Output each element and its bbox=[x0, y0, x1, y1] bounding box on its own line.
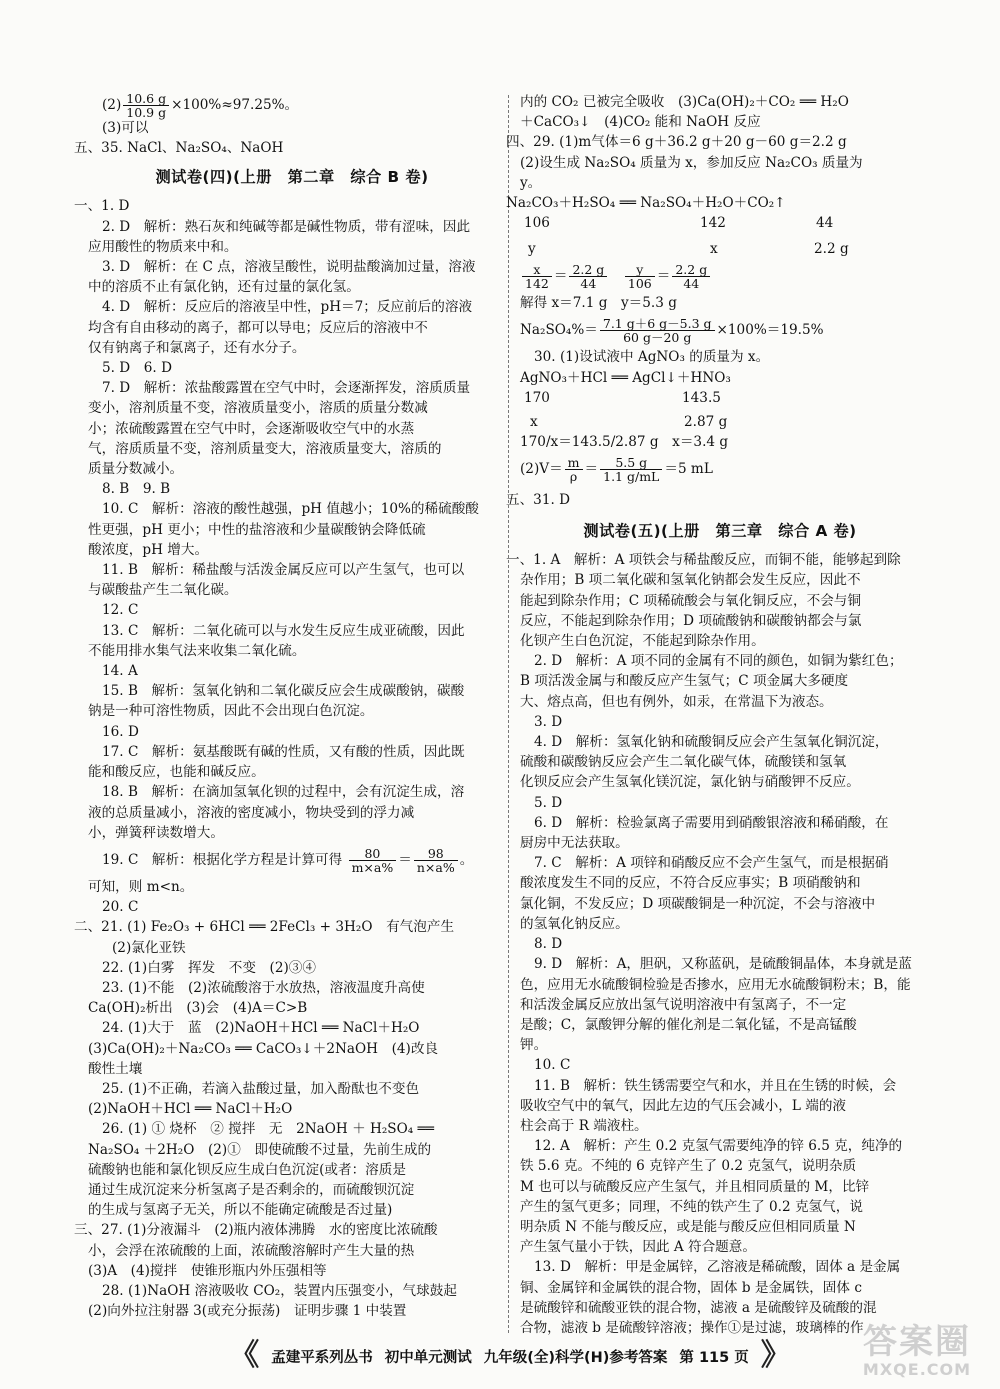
answer-line: 钠是一种可溶性物质，因此不会出现白色沉淀。 bbox=[88, 703, 374, 720]
answer-line: M 也可以与硫酸反应产生氢气，并且相同质量的 M，比锌 bbox=[520, 1178, 870, 1195]
answer-line: 12. C bbox=[102, 602, 139, 619]
answer-line: 17. C 解析：氨基酸既有碱的性质，又有酸的性质，因此既 bbox=[102, 743, 465, 760]
answer-line: 一、1. A 解析：A 项铁会与稀盐酸反应，而铜不能，能够起到除 bbox=[506, 552, 901, 569]
answer-line: 22. (1)白雾 挥发 不变 (2)③④ bbox=[102, 959, 316, 976]
answer-line: 四、29. (1)m气体＝6 g＋36.2 g＋20 g－60 g＝2.2 g bbox=[506, 134, 847, 151]
answer-line: 硫酸和碳酸钠反应会产生二氧化碳气体，硫酸镁和氢氧 bbox=[520, 754, 847, 771]
answer-line: 25. (1)不正确，若滴入盐酸过量，加入酚酞也不变色 bbox=[102, 1080, 420, 1097]
answer-line: 3. D bbox=[534, 713, 563, 730]
column-divider bbox=[508, 95, 509, 1333]
chem-equation: Na₂CO₃＋H₂SO₄ ══ Na₂SO₄＋H₂O＋CO₂↑ bbox=[506, 195, 786, 212]
answer-line: 10. C 解析：溶液的酸性越强，pH 值越小；10%的稀硫酸酸 bbox=[102, 501, 479, 518]
fraction: $\frac{2.2 g}{44}$ bbox=[672, 263, 710, 290]
solution-line: 解得 x＝7.1 g y＝5.3 g bbox=[520, 295, 677, 312]
answer-line: 不能用排水集气法来收集二氧化硫。 bbox=[88, 642, 306, 659]
fraction: $\frac{2.2 g}{44}$ bbox=[569, 263, 607, 290]
answer-line: y。 bbox=[520, 174, 542, 191]
chem-equation: AgNO₃＋HCl ══ AgCl↓＋HNO₃ bbox=[520, 369, 731, 386]
answer-line: 13. C 解析：二氧化硫可以与水发生反应生成亚硫酸，因此 bbox=[102, 622, 465, 639]
answer-line: 仅有钠离子和氯离子，还有水分子。 bbox=[88, 339, 306, 356]
answer-line: 9. D 解析：A，胆矾，又称蓝矾，是硫酸铜晶体，本身就是蓝 bbox=[534, 956, 912, 973]
answer-line: Na₂SO₄ ＋2H₂O (2)① 即使硫酸不过量，先前生成的 bbox=[88, 1141, 432, 1158]
answer-line: 应用酸性的物质来中和。 bbox=[88, 238, 238, 255]
answer-line: 均含有自由移动的离子，都可以导电；反应后的溶液中不 bbox=[88, 319, 428, 336]
answer-line: 能起到除杂作用；C 项稀硫酸会与氧化铜反应，不会与铜 bbox=[520, 592, 861, 609]
section-heading-test4: 测试卷(四)(上册 第二章 综合 B 卷) bbox=[155, 168, 429, 187]
answer-line: 色，应用无水硫酸铜检验是否掺水，应用无水硫酸铜粉末；B，能 bbox=[520, 976, 911, 993]
equation-masses: 106 142 44 bbox=[524, 215, 834, 232]
q35-answer: 五、35. NaCl、Na₂SO₄、NaOH bbox=[74, 140, 284, 157]
left-column bbox=[74, 91, 496, 1321]
answer-line: 变小，溶剂质量不变，溶液质量变小，溶质的质量分数减 bbox=[88, 400, 428, 417]
fraction: $\frac{y}{106}$ bbox=[625, 263, 655, 290]
answer-line: 13. D 解析：甲是金属锌，乙溶液是稀硫酸，固体 a 是金属 bbox=[534, 1259, 901, 1276]
section-heading-test5: 测试卷(五)(上册 第三章 综合 A 卷) bbox=[583, 522, 857, 541]
answer-line: 铁 5.6 克。不纯的 6 克锌产生了 0.2 克氢气，说明杂质 bbox=[520, 1158, 857, 1175]
answer-line: 20. C bbox=[102, 899, 139, 916]
chevron-left-icon: 《 bbox=[229, 1338, 260, 1373]
answer-line: 一、1. D bbox=[74, 198, 130, 215]
q34-part2: (2) $\frac{10.6 g}{10.9 g}$ ×100%≈97.25%。 bbox=[102, 91, 299, 120]
equation-masses: 170 143.5 bbox=[524, 389, 721, 406]
answer-line: 吸收空气中的氧气，因此左边的气压会减小，L 端的液 bbox=[520, 1097, 847, 1114]
answer-line: 30. (1)设试液中 AgNO₃ 的质量为 x。 bbox=[534, 349, 770, 366]
page-footer bbox=[220, 1339, 800, 1373]
answer-line: Ca(OH)₂析出 (3)会 (4)A＝C>B bbox=[88, 1000, 308, 1017]
answer-line: (2)NaOH＋HCl ══ NaCl＋H₂O bbox=[88, 1101, 293, 1118]
answer-line: 性更强，pH 更小；中性的盐溶液和少量碳酸钠会降低硫 bbox=[88, 521, 426, 538]
answer-line: 是酸；C，氯酸钾分解的催化剂是二氧化锰，不是高锰酸 bbox=[520, 1016, 857, 1033]
right-column bbox=[506, 92, 920, 1338]
answer-line: 厨房中无法获取。 bbox=[520, 835, 629, 852]
answer-line: 6. D 解析：检验氯离子需要用到硝酸银溶液和稀硝酸，在 bbox=[534, 814, 889, 831]
answer-line: ＋CaCO₃↓ (4)CO₂ 能和 NaOH 反应 bbox=[520, 114, 761, 131]
answer-line: 小，弹簧秤读数增大。 bbox=[88, 824, 224, 841]
answer-line: 11. B 解析：稀盐酸与活泼金属反应可以产生氢气，也可以 bbox=[102, 562, 465, 579]
answer-line: 五、31. D bbox=[506, 492, 571, 509]
fraction: $\frac{5.5 g}{1.1 g/mL}$ bbox=[600, 456, 662, 483]
answer-line: 三、27. (1)分液漏斗 (2)瓶内液体沸腾 水的密度比浓硫酸 bbox=[74, 1222, 438, 1239]
q19-line: 19. C 解析：根据化学方程是计算可得 $\frac{80}{m\times a\%}$ ＝ $\frac{98}{n\times a\%}$ 。 bbox=[102, 845, 474, 875]
answer-line: 可知，则 m<n。 bbox=[88, 878, 194, 895]
answer-list-test5 bbox=[506, 550, 920, 1338]
answer-line: 酸浓度，pH 增大。 bbox=[88, 541, 209, 558]
answer-line: 7. D 解析：浓盐酸露置在空气中时，会逐渐挥发，溶质质量 bbox=[102, 380, 471, 397]
answer-line: 是硫酸锌和硫酸亚铁的混合物，滤液 a 是硫酸锌及硫酸的混 bbox=[520, 1299, 877, 1316]
answer-line: 28. (1)NaOH 溶液吸收 CO₂，装置内压强变小，气球鼓起 bbox=[102, 1282, 457, 1299]
answer-line: 和活泼金属反应放出氢气说明溶液中有氢离子，不一定 bbox=[520, 996, 847, 1013]
answer-line: 通过生成沉淀来分析氢离子是否剩余的，而硫酸钡沉淀 bbox=[88, 1181, 415, 1198]
answer-line: 24. (1)大于 蓝 (2)NaOH＋HCl ══ NaCl＋H₂O bbox=[102, 1020, 420, 1037]
footer-book: 初中单元测试 bbox=[384, 1349, 472, 1366]
answer-line: 杂作用；B 项二氧化碳和氢氧化钠都会发生反应，因此不 bbox=[520, 572, 861, 589]
answer-line: 5. D bbox=[534, 794, 563, 811]
answer-line: 产生的氢气更多；同理，不纯的铁产生了 0.2 克氢气，说 bbox=[520, 1198, 863, 1215]
answer-line: 中的溶质不止有氯化钠，还有过量的氯化氢。 bbox=[88, 279, 360, 296]
answer-line: 氯化铜，不发反应；D 项碳酸铜是一种沉淀，不会与溶液中 bbox=[520, 895, 876, 912]
answer-line: 二、21. (1) Fe₂O₃ + 6HCl ══ 2FeCl₃ + 3H₂O 有气泡产生 bbox=[74, 919, 455, 936]
answer-line: 2. D 解析：熟石灰和纯碱等都是碱性物质，带有涩味，因此 bbox=[102, 218, 471, 235]
answer-line: 明杂质 N 不能与酸反应，或是能与酸反应但相同质量 N bbox=[520, 1218, 856, 1235]
answer-line: 反应，不能起到除杂作用；D 项硫酸钠和碳酸钠都会与氯 bbox=[520, 612, 862, 629]
fraction: $\frac{80}{m\times a\%}$ bbox=[349, 847, 397, 874]
footer-grade: 九年级(全)科学(H)参考答案 bbox=[483, 1349, 668, 1366]
fraction: $\frac{m}{\rho}$ bbox=[565, 456, 583, 483]
answer-line: 18. B 解析：在滴加氢氧化钡的过程中，会有沉淀生成，溶 bbox=[102, 784, 465, 801]
answer-line: 硫酸钠也能和氯化钡反应生成白色沉淀(或者：溶质是 bbox=[88, 1161, 406, 1178]
fraction: $\frac{7.1 g+6 g-5.3 g}{60 g-20 g}$ bbox=[600, 317, 715, 344]
chevron-right-icon: 》 bbox=[760, 1338, 791, 1373]
equation-variables: y x 2.2 g bbox=[528, 241, 849, 258]
answer-line: 15. B 解析：氢氧化钠和二氧化碳反应会生成碳酸钠，碳酸 bbox=[102, 683, 465, 700]
answer-line: 12. A 解析：产生 0.2 克氢气需要纯净的锌 6.5 克，纯净的 bbox=[534, 1138, 903, 1155]
solution-line: 170/x＝143.5/2.87 g x＝3.4 g bbox=[520, 433, 729, 450]
answer-line: 与碳酸盐产生二氧化碳。 bbox=[88, 582, 238, 599]
answer-line: 能和酸反应，也能和碱反应。 bbox=[88, 764, 265, 781]
answer-line: 质量分数减小。 bbox=[88, 461, 184, 478]
watermark-logo: 答案圈 MXQE.COM bbox=[862, 1322, 972, 1379]
answer-line: 产生氢气量小于铁，因此 A 符合题意。 bbox=[520, 1239, 756, 1256]
answer-line: 16. D bbox=[102, 723, 139, 740]
answer-line: 气，溶质质量不变，溶剂质量变大，溶液质量变大，溶质的 bbox=[88, 440, 442, 457]
answer-line: 26. (1) ① 烧杯 ② 搅拌 无 2NaOH ＋ H₂SO₄ ══ bbox=[102, 1121, 434, 1138]
answer-line: 合物，滤液 b 是硫酸锌溶液；操作①是过滤，玻璃棒的作 bbox=[520, 1319, 864, 1336]
answer-line: 3. D 解析：在 C 点，溶液呈酸性，说明盐酸滴加过量，溶液 bbox=[102, 259, 476, 276]
answer-line: 14. A bbox=[102, 663, 138, 680]
q34-part3: (3)可以 bbox=[102, 120, 149, 136]
equation-variables: x 2.87 g bbox=[530, 413, 728, 430]
fraction: $\frac{x}{142}$ bbox=[522, 263, 552, 290]
answer-line: 7. C 解析：A 项锌和硝酸反应不会产生氢气，而是根据硝 bbox=[534, 855, 889, 872]
fraction: $\frac{98}{n\times a\%}$ bbox=[414, 847, 458, 874]
answer-line: 8. D bbox=[534, 936, 563, 953]
volume-line: (2)V＝ $\frac{m}{\rho}$ ＝ $\frac{5.5 g}{1.1 g/mL}$ ＝5 mL bbox=[520, 455, 713, 485]
answer-line: 小；浓硫酸露置在空气中时，会逐渐吸收空气中的水蒸 bbox=[88, 420, 415, 437]
answer-line: 柱会高于 R 端液柱。 bbox=[520, 1117, 648, 1134]
answer-list-test4 bbox=[74, 196, 496, 1321]
answer-line: 酸浓度发生不同的反应，不符合反应事实；B 项硝酸钠和 bbox=[520, 875, 861, 892]
answer-line: 的生成与氢离子无关，所以不能确定硫酸是否过量) bbox=[88, 1202, 393, 1219]
answer-line: 钾。 bbox=[520, 1037, 548, 1054]
proportion-line: $\frac{x}{142}$ ＝ $\frac{2.2 g}{44}$ $\frac{y}{106}$ ＝ $\frac{2.2 g}{44}$ bbox=[520, 259, 920, 293]
answer-line: 化钡反应会产生氢氧化镁沉淀，氯化钠与硝酸钾不反应。 bbox=[520, 774, 860, 791]
footer-page-number: 第 115 页 bbox=[679, 1349, 749, 1366]
answer-line: 11. B 解析：铁生锈需要空气和水，并且在生锈的时候，会 bbox=[534, 1077, 897, 1094]
answer-line: (2)氯化亚铁 bbox=[112, 939, 186, 956]
answer-line: 液的总质量减小，溶液的密度减小，物块受到的浮力减 bbox=[88, 804, 415, 821]
answer-line: 内的 CO₂ 已被完全吸收 (3)Ca(OH)₂＋CO₂ ══ H₂O bbox=[520, 94, 849, 110]
answer-line: (2)设生成 Na₂SO₄ 质量为 x，参加反应 Na₂CO₃ 质量为 bbox=[520, 154, 863, 171]
answer-line: (3)A (4)搅拌 使锥形瓶内外压强相等 bbox=[88, 1262, 327, 1279]
answer-line: 小，会浮在浓硫酸的上面，浓硫酸溶解时产生大量的热 bbox=[88, 1242, 415, 1259]
answer-line: 23. (1)不能 (2)浓硫酸溶于水放热，溶液温度升高使 bbox=[102, 979, 425, 996]
answer-line: 10. C bbox=[534, 1057, 571, 1074]
answer-line: 8. B 9. B bbox=[102, 481, 171, 498]
answer-line: 2. D 解析：A 项不同的金属有不同的颜色，如铜为紫红色； bbox=[534, 653, 903, 670]
answer-line: 4. D 解析：氢氧化钠和硫酸铜反应会产生氢氧化铜沉淀， bbox=[534, 734, 889, 751]
fraction: $\frac{10.6 g}{10.9 g}$ bbox=[123, 92, 169, 119]
answer-line: 铜、金属锌和金属铁的混合物，固体 b 是金属铁，固体 c bbox=[520, 1279, 862, 1296]
answer-line: (2)向外拉注射器 3(或充分振荡) 证明步骤 1 中装置 bbox=[88, 1303, 407, 1320]
answer-line: 的氢氧化钠反应。 bbox=[520, 915, 629, 932]
answer-line: B 项活泼金属与和酸反应产生氢气；C 项金属大多硬度 bbox=[520, 673, 849, 690]
answer-line: 4. D 解析：反应后的溶液呈中性，pH＝7；反应前后的溶液 bbox=[102, 299, 473, 316]
answer-line: 大、熔点高，但也有例外，如汞，在常温下为液态。 bbox=[520, 693, 833, 710]
answer-line: (3)Ca(OH)₂＋Na₂CO₃ ══ CaCO₃↓＋2NaOH (4)改良 bbox=[88, 1040, 439, 1057]
footer-series: 孟建平系列丛书 bbox=[271, 1349, 373, 1366]
percent-line: Na₂SO₄%＝ $\frac{7.1 g+6 g-5.3 g}{60 g-20 g}$ ×100%＝19.5% bbox=[520, 316, 824, 346]
answer-line: 5. D 6. D bbox=[102, 360, 172, 377]
answer-line: 酸性土壤 bbox=[88, 1060, 143, 1077]
answer-line: 化钡产生白色沉淀，不能起到除杂作用。 bbox=[520, 633, 765, 650]
